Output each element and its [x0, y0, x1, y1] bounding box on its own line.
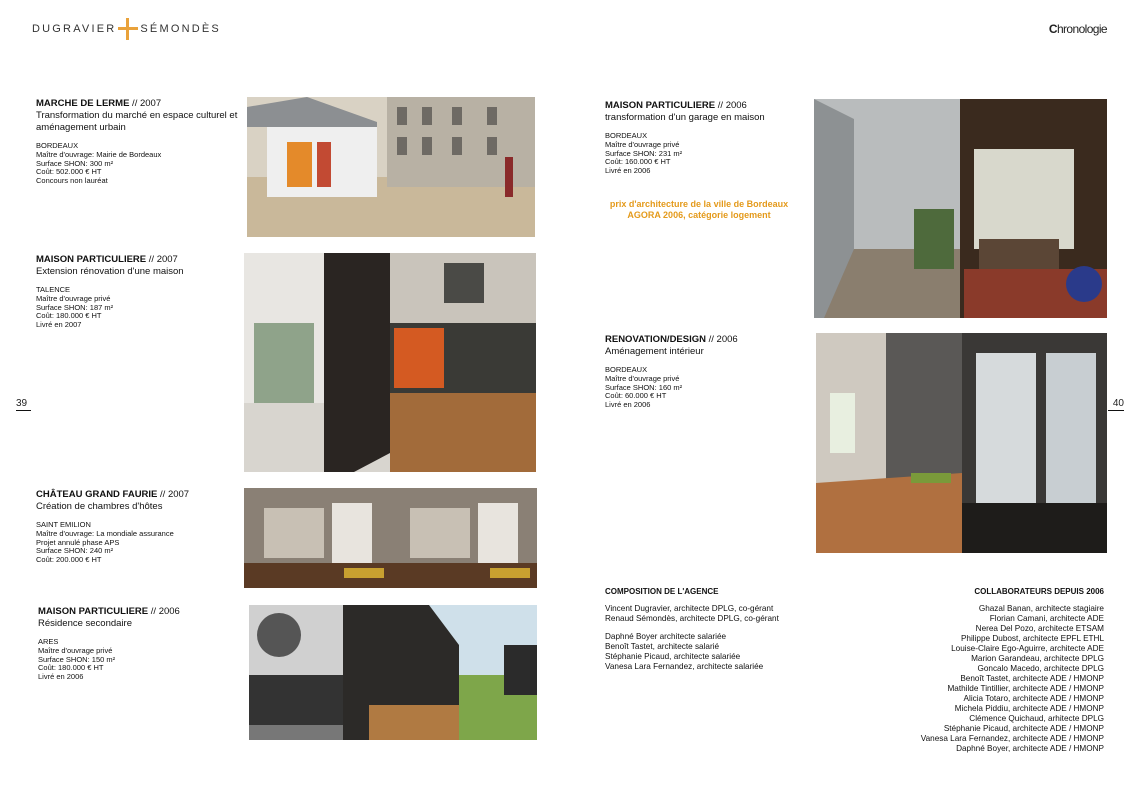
detail-line: Livré en 2006: [38, 672, 84, 682]
section-title: [1049, 22, 1107, 36]
award-line: prix d'architecture de la ville de Bordeaux: [609, 199, 789, 209]
page-number-right: 40: [1108, 398, 1124, 411]
project-title: [36, 254, 241, 265]
collaborator-line: Goncalo Macedo, architecte DPLG: [977, 664, 1104, 673]
collaborator-line: Benoît Tastet, architecte ADE / HMONP: [960, 674, 1104, 683]
collaborators-list: [884, 604, 1104, 754]
collaborator-line: Florian Camani, architecte ADE: [989, 614, 1104, 623]
project-year: // 2007: [146, 254, 178, 265]
section-title-initial: C: [1048, 22, 1057, 36]
collaborator-line: Alicia Totaro, architecte ADE / HMONP: [963, 694, 1104, 703]
project-photo-talence: [244, 253, 536, 472]
project-title: [605, 100, 810, 111]
partner-line: Renaud Sémondès, architecte DPLG, co-gérant: [605, 614, 779, 623]
detail-line: SAINT EMILION: [36, 520, 91, 529]
collaborator-line: Michela Piddiu, architecte ADE / HMONP: [954, 704, 1104, 713]
project-year: // 2007: [157, 489, 190, 500]
agency-title: COMPOSITION DE L'AGENCE: [605, 587, 719, 596]
collaborator-line: Marion Garandeau, architecte DPLG: [971, 654, 1104, 663]
detail-line: BORDEAUX: [36, 141, 79, 150]
logo-left-text: DUGRAVIER: [32, 22, 117, 35]
page-number-left: 39: [16, 398, 31, 411]
project-photo-chateau: [244, 488, 537, 588]
award-line: AGORA 2006, catégorie logement: [627, 210, 771, 220]
detail-line: Maître d'ouvrage privé: [605, 139, 680, 149]
detail-line: BORDEAUX: [605, 131, 648, 140]
collaborator-line: Louise-Claire Ego-Aguirre, architecte ADE: [951, 644, 1104, 653]
detail-line: TALENCE: [36, 285, 71, 294]
collaborator-line: Ghazal Banan, architecte stagiaire: [978, 604, 1104, 613]
project-year: // 2006: [706, 334, 738, 345]
collaborator-line: Stéphanie Picaud, architecte ADE / HMONP: [943, 724, 1104, 733]
project-details: [36, 142, 241, 186]
logo-right-text: SÉMONDÈS: [140, 22, 221, 35]
employee-line: Stéphanie Picaud, architecte salariée: [605, 652, 741, 661]
agency-logo: [32, 18, 221, 40]
detail-line: ARES: [38, 637, 59, 646]
project-block: [605, 100, 810, 176]
project-block: [36, 254, 241, 330]
detail-line: Maître d'ouvrage: La mondiale assurance: [36, 528, 174, 538]
collaborator-line: Philippe Dubost, architecte EPFL ETHL: [960, 634, 1104, 643]
project-name: MARCHE DE LERME: [36, 98, 130, 109]
detail-line: Coût: 160.000 € HT: [605, 157, 671, 167]
detail-line: Surface SHON: 160 m²: [605, 382, 683, 392]
project-year: // 2007: [129, 98, 162, 109]
project-photo-renovation: [816, 333, 1107, 553]
project-subtitle: Extension rénovation d'une maison: [36, 266, 184, 277]
agency-composition: [605, 587, 865, 672]
section-title-rest: hronologie: [1056, 22, 1107, 36]
detail-line: Surface SHON: 150 m²: [38, 654, 116, 664]
detail-line: Maître d'ouvrage privé: [605, 373, 680, 383]
project-details: [605, 132, 810, 176]
detail-line: Livré en 2006: [605, 400, 651, 410]
employee-line: Vanesa Lara Fernandez, architecte salariée: [605, 662, 764, 671]
detail-line: Coût: 502.000 € HT: [36, 167, 102, 177]
project-subtitle: Aménagement intérieur: [605, 346, 704, 357]
project-block: [605, 334, 810, 410]
project-subtitle: Résidence secondaire: [38, 618, 133, 629]
detail-line: Livré en 2006: [605, 166, 651, 176]
collaborator-line: Clémence Quichaud, arhitecte DPLG: [969, 714, 1104, 723]
detail-line: Maître d'ouvrage privé: [36, 293, 111, 303]
collaborator-line: Nerea Del Pozo, architecte ETSAM: [975, 624, 1104, 633]
detail-line: Coût: 200.000 € HT: [36, 555, 102, 565]
collaborator-line: Daphné Boyer, architecte ADE / HMONP: [956, 744, 1104, 753]
detail-line: Livré en 2007: [36, 320, 82, 330]
detail-line: Coût: 180.000 € HT: [38, 663, 104, 673]
project-details: [36, 521, 241, 565]
project-year: // 2006: [715, 100, 747, 111]
project-details: [38, 638, 243, 682]
partner-line: Vincent Dugravier, architecte DPLG, co-gérant: [605, 604, 774, 613]
project-photo-garage: [814, 99, 1107, 318]
detail-line: Projet annulé phase APS: [36, 537, 120, 547]
detail-line: Coût: 60.000 € HT: [605, 391, 667, 401]
project-title: [36, 489, 241, 500]
project-block: [36, 489, 241, 565]
project-subtitle: Création de chambres d'hôtes: [36, 501, 163, 512]
detail-line: Surface SHON: 240 m²: [36, 546, 114, 556]
project-title: [36, 98, 241, 109]
project-title: [38, 606, 243, 617]
detail-line: Maître d'ouvrage: Mairie de Bordeaux: [36, 149, 162, 159]
detail-line: Surface SHON: 300 m²: [36, 158, 114, 168]
employee-line: Benoît Tastet, architecte salarié: [605, 642, 720, 651]
project-name: RENOVATION/DESIGN: [605, 334, 706, 345]
award-note: [599, 199, 799, 221]
project-photo-marche: [247, 97, 535, 237]
agency-employees: [605, 632, 865, 672]
project-block: [38, 606, 243, 682]
detail-line: Maître d'ouvrage privé: [38, 645, 113, 655]
detail-line: Concours non lauréat: [36, 176, 108, 186]
project-name: MAISON PARTICULIERE: [38, 606, 149, 617]
project-details: [605, 366, 810, 410]
project-name: CHÂTEAU GRAND FAURIE: [36, 489, 158, 500]
project-block: [36, 98, 241, 186]
project-photo-ares: [249, 605, 537, 740]
employee-line: Daphné Boyer architecte salariée: [605, 632, 727, 641]
project-title: [605, 334, 810, 345]
logo-cross-icon: [118, 18, 138, 40]
collaborator-line: Mathilde Tintillier, architecte ADE / HMONP: [947, 684, 1104, 693]
collaborators-title: COLLABORATEURS DEPUIS 2006: [974, 587, 1104, 596]
project-subtitle: Transformation du marché en espace culturel et aménagement urbain: [36, 110, 238, 133]
project-name: MAISON PARTICULIERE: [36, 254, 147, 265]
project-details: [36, 286, 241, 330]
collaborator-line: Vanesa Lara Fernandez, architecte ADE / HMONP: [920, 734, 1104, 743]
detail-line: Surface SHON: 231 m²: [605, 148, 683, 158]
project-subtitle: transformation d'un garage en maison: [605, 112, 765, 123]
detail-line: BORDEAUX: [605, 365, 648, 374]
project-year: // 2006: [148, 606, 180, 617]
collaborators-section: [884, 587, 1104, 754]
project-name: MAISON PARTICULIERE: [605, 100, 716, 111]
detail-line: Surface SHON: 187 m²: [36, 302, 114, 312]
detail-line: Coût: 180.000 € HT: [36, 311, 102, 321]
agency-partners: [605, 604, 865, 624]
